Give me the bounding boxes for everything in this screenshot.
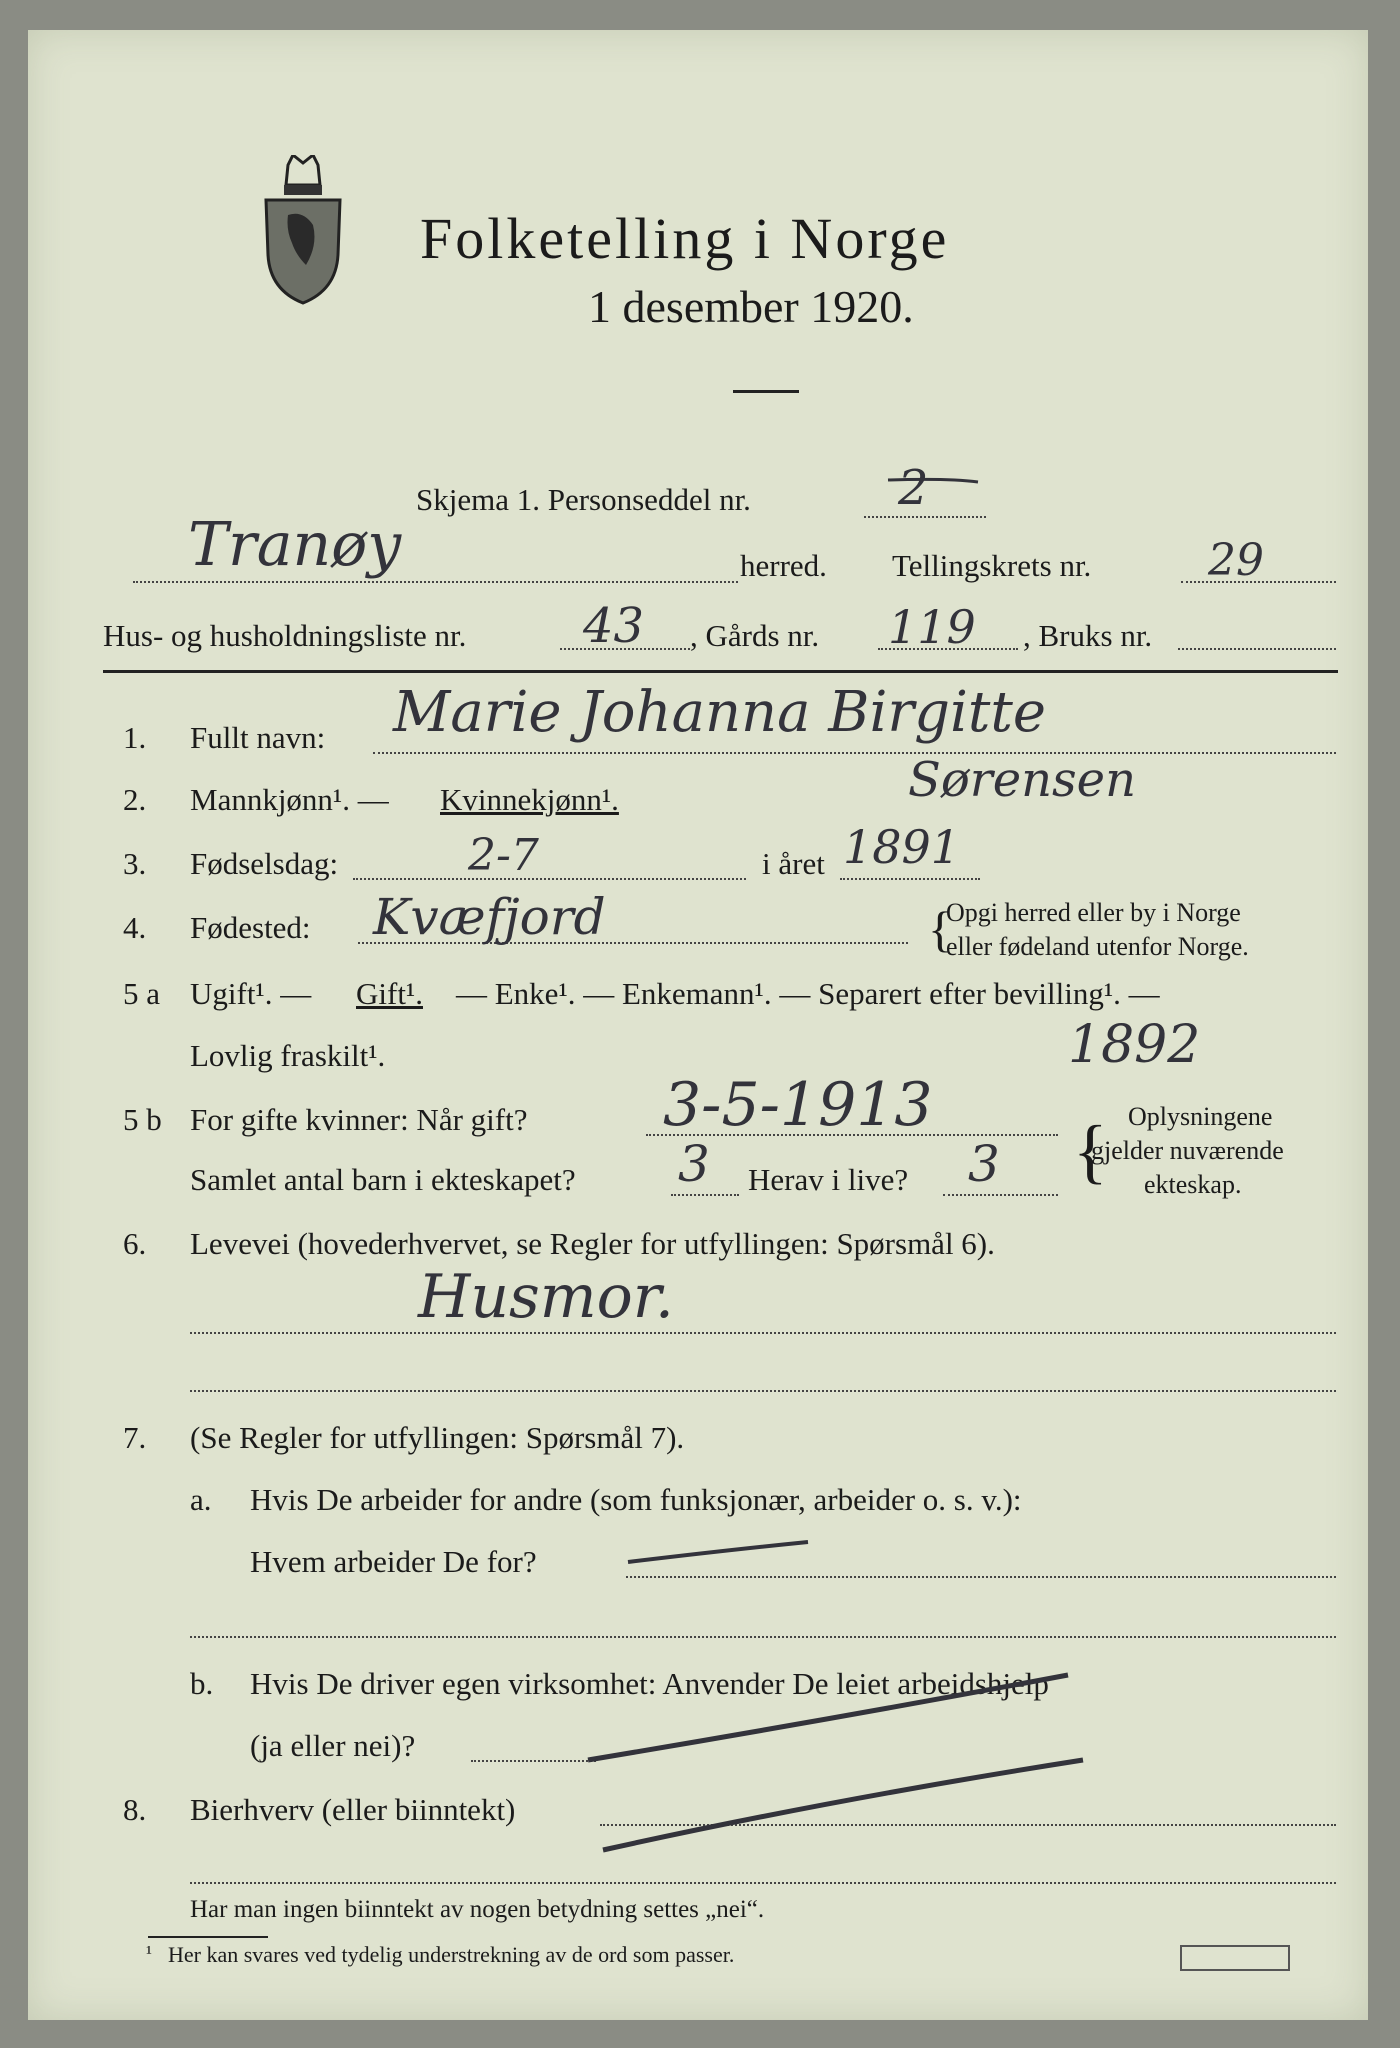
q5b-label: For gifte kvinner: Når gift? bbox=[190, 1102, 528, 1137]
personseddel-nr[interactable]: 2 bbox=[898, 460, 929, 516]
q5b-alive-label: Herav i live? bbox=[748, 1162, 909, 1197]
q7a-label2: Hvem arbeider De for? bbox=[250, 1544, 537, 1579]
q6-label: Levevei (hovederhvervet, se Regler for utfyllingen: Spørsmål 6). bbox=[190, 1226, 995, 1261]
footer-note: Har man ingen biinntekt av nogen betydning settes „nei“. bbox=[190, 1896, 765, 1923]
q3-label: Fødselsdag: bbox=[190, 846, 339, 881]
q7b-letter: b. bbox=[190, 1666, 214, 1701]
q7b-label: Hvis De driver egen virksomhet: Anvender De leiet arbeidshjelp bbox=[250, 1666, 1049, 1701]
q6-number: 6. bbox=[123, 1226, 147, 1261]
q4-number: 4. bbox=[123, 910, 147, 945]
q5a-other-options[interactable]: — Enke¹. — Enkemann¹. — Separert efter bevilling¹. — bbox=[456, 976, 1160, 1011]
q4-note-line2: eller fødeland utenfor Norge. bbox=[946, 932, 1249, 961]
printer-stamp bbox=[1180, 1945, 1290, 1971]
q5b-number: 5 b bbox=[123, 1102, 162, 1137]
q3-value[interactable]: 2-7 bbox=[468, 830, 539, 881]
census-form bbox=[28, 30, 1368, 2020]
q5a-married[interactable]: Gift¹. bbox=[356, 976, 423, 1011]
herred-label: herred. bbox=[740, 548, 827, 583]
q4-note-brace: { bbox=[928, 901, 952, 957]
hus-value[interactable]: 43 bbox=[583, 598, 645, 654]
q5b-note-line3: ekteskap. bbox=[1144, 1170, 1242, 1199]
footnote-mark: ¹ bbox=[146, 1942, 152, 1964]
gards-label: , Gårds nr. bbox=[690, 618, 820, 653]
hus-label: Hus- og husholdningsliste nr. bbox=[103, 618, 467, 653]
handwritten-strokes bbox=[28, 30, 1368, 2020]
q3-number: 3. bbox=[123, 846, 147, 881]
q3-year[interactable]: 1891 bbox=[843, 820, 961, 874]
form-date: 1 desember 1920. bbox=[588, 281, 914, 332]
form-title: Folketelling i Norge bbox=[420, 206, 950, 271]
gards-value[interactable]: 119 bbox=[888, 600, 976, 654]
q5b-value[interactable]: 3-5-1913 bbox=[663, 1070, 933, 1140]
q6-value[interactable]: Husmor. bbox=[418, 1262, 674, 1332]
q8-label: Bierhverv (eller biinntekt) bbox=[190, 1792, 516, 1827]
footnote-rule bbox=[148, 1936, 268, 1938]
q5b-note-brace: { bbox=[1073, 1111, 1108, 1191]
q4-value[interactable]: Kvæfjord bbox=[373, 888, 606, 946]
q1-label: Fullt navn: bbox=[190, 720, 326, 755]
q5b-children[interactable]: 3 bbox=[678, 1135, 710, 1193]
q1-number: 1. bbox=[123, 720, 147, 755]
q5a-unmarried[interactable]: Ugift¹. — bbox=[190, 976, 312, 1011]
q5a-number: 5 a bbox=[123, 976, 161, 1011]
q1-value-surname[interactable]: Sørensen bbox=[908, 752, 1136, 808]
q2-number: 2. bbox=[123, 782, 147, 817]
q7a-label: Hvis De arbeider for andre (som funksjonær, arbeider o. s. v.): bbox=[250, 1482, 1022, 1517]
q7b-label2: (ja eller nei)? bbox=[250, 1728, 416, 1763]
q1-value[interactable]: Marie Johanna Birgitte bbox=[393, 680, 1047, 745]
q5b-note-line2: gjelder nuværende bbox=[1091, 1136, 1284, 1165]
tellingskrets-label: Tellingskrets nr. bbox=[892, 548, 1092, 583]
q5b-note-line1: Oplysningene bbox=[1128, 1102, 1273, 1131]
q2-female[interactable]: Kvinnekjønn¹. bbox=[440, 782, 619, 817]
footnote-text: Her kan svares ved tydelig understrekning av de ord som passer. bbox=[168, 1942, 735, 1967]
herred-value[interactable]: Tranøy bbox=[188, 510, 402, 580]
q4-label: Fødested: bbox=[190, 910, 311, 945]
tellingskrets-nr[interactable]: 29 bbox=[1208, 535, 1264, 586]
q5b-correction[interactable]: 1892 bbox=[1068, 1015, 1201, 1075]
q7-label: (Se Regler for utfyllingen: Spørsmål 7). bbox=[190, 1420, 685, 1455]
q4-note-line1: Opgi herred eller by i Norge bbox=[946, 898, 1241, 927]
bruks-label: , Bruks nr. bbox=[1023, 618, 1153, 653]
q7a-letter: a. bbox=[190, 1482, 212, 1517]
q5a-divorced[interactable]: Lovlig fraskilt¹. bbox=[190, 1038, 386, 1073]
schema-label: Skjema 1. Personseddel nr. bbox=[416, 482, 751, 517]
q5b-children-label: Samlet antal barn i ekteskapet? bbox=[190, 1162, 576, 1197]
q2-male[interactable]: Mannkjønn¹. — bbox=[190, 782, 389, 817]
q3-year-label: i året bbox=[762, 846, 825, 881]
q7-number: 7. bbox=[123, 1420, 147, 1455]
q8-number: 8. bbox=[123, 1792, 147, 1827]
q5b-alive[interactable]: 3 bbox=[968, 1135, 1000, 1193]
